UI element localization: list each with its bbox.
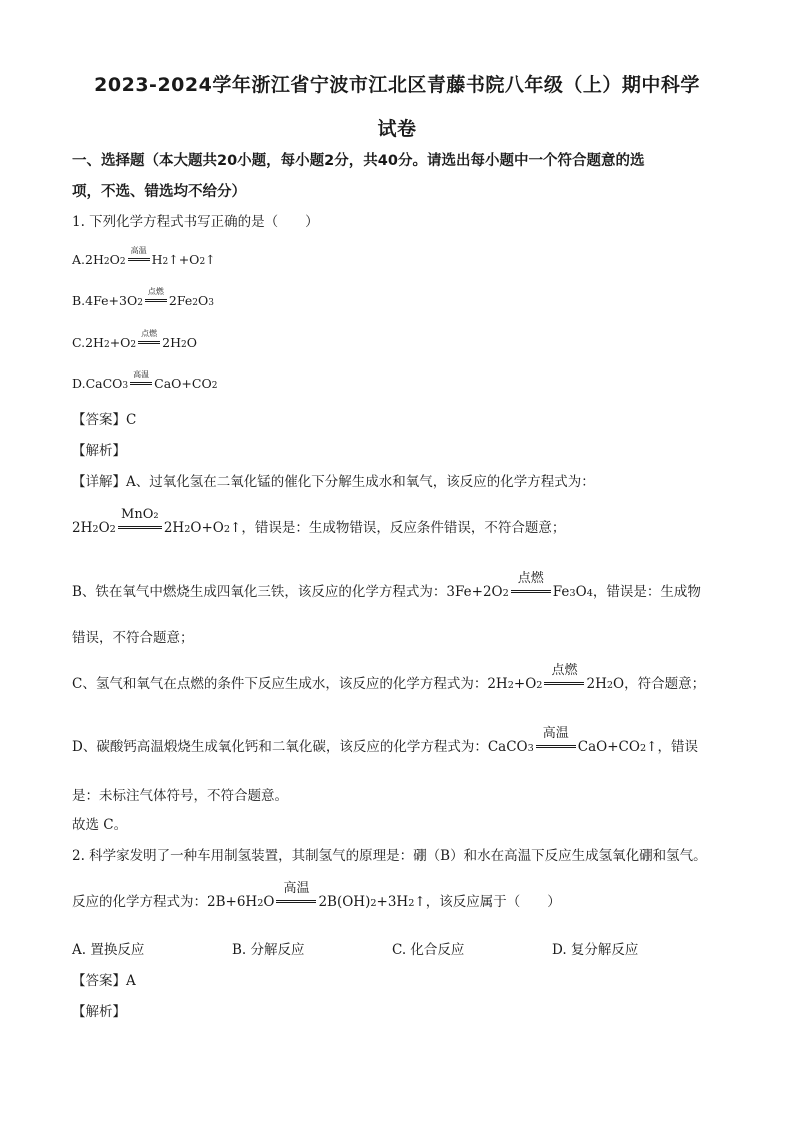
question-1-detail-b: B、铁在氧气中燃烧生成四氧化三铁，该反应的化学方程式为： 3Fe+2O 2 点燃 Fe 3 O 4 ，错误是：生成物 (72, 571, 701, 600)
question-2-answer: 【答案】A (72, 973, 136, 989)
question-2-options (72, 940, 712, 960)
question-1-detail-b-line-2: 错误，不符合题意； (72, 630, 194, 646)
reaction-condition: 高温 (276, 900, 316, 903)
question-1-analysis-tag: 【解析】 (72, 443, 126, 459)
question-1-stem: 1. 下列化学方程式书写正确的是（ ） (72, 214, 319, 230)
question-1-detail-c: C、氢气和氧气在点燃的条件下反应生成水，该反应的化学方程式为： 2H 2 +O 2 点燃 2H 2 O ，符合题意； (72, 663, 706, 692)
reaction-condition: 点燃 (145, 299, 167, 302)
section-heading-line-1: 一、选择题（本大题共20小题，每小题2分，共40分。请选出每小题中一个符合题意的选 (72, 153, 645, 169)
question-1-detail-a: 【详解】A、过氧化氢在二氧化锰的催化下分解生成水和氧气，该反应的化学方程式为： (72, 474, 595, 490)
question-2-option-b: B. 分解反应 (232, 942, 305, 958)
question-2-option-d: D. 复分解反应 (552, 942, 639, 958)
title-line-1: 2023-2024学年浙江省宁波市江北区青藤书院八年级（上）期中科学 (94, 74, 700, 96)
question-1-detail-d: D、碳酸钙高温煅烧生成氧化钙和二氧化碳，该反应的化学方程式为： CaCO 3 高温 CaO+CO 2 ↑ ，错误 (72, 726, 698, 755)
section-heading-line-2: 项，不选、错选均不给分） (72, 184, 246, 200)
title-line-2: 试卷 (377, 118, 417, 140)
question-1-option-c: C. 2H 2 +O 2 点燃 2H 2 O (72, 329, 197, 350)
reaction-condition: 高温 (130, 382, 152, 385)
question-2-option-c: C. 化合反应 (392, 942, 465, 958)
reaction-condition: 高温 (536, 745, 576, 748)
reaction-condition: 点燃 (544, 682, 584, 685)
question-2-stem-line-2: 反应的化学方程式为： 2B+6H 2 O 高温 2B (OH) 2 +3H 2 ↑ ，该反应属于（ ） (72, 881, 561, 910)
question-1-option-a: A. 2H 2 O 2 高温 H 2 ↑+O 2 ↑ (72, 246, 216, 267)
question-1-option-d: D. CaCO 3 高温 CaO+CO 2 (72, 370, 218, 391)
question-1-conclusion: 故选 C。 (72, 817, 128, 833)
reaction-condition: 点燃 (138, 341, 160, 344)
question-1-equation-a: 2H 2 O 2 MnO₂ 2H 2 O+O 2 ↑ ，错误是：生成物错误，反应条件错误，不符合题意； (72, 507, 566, 536)
question-2-option-a: A. 置换反应 (72, 942, 145, 958)
reaction-condition: 点燃 (511, 590, 551, 593)
question-1-option-b: B. 4Fe+3O 2 点燃 2Fe 2 O 3 (72, 287, 214, 308)
question-2-analysis-tag: 【解析】 (72, 1004, 126, 1020)
question-1-answer: 【答案】C (72, 412, 137, 428)
reaction-condition: MnO₂ (118, 526, 162, 529)
question-2-stem-line-1: 2. 科学家发明了一种车用制氢装置，其制氢气的原理是：硼（B）和水在高温下反应生成氢氧化硼和氢气。 (72, 848, 707, 864)
reaction-condition: 高温 (128, 258, 150, 261)
question-1-detail-d-line-2: 是：未标注气体符号，不符合题意。 (72, 788, 288, 804)
